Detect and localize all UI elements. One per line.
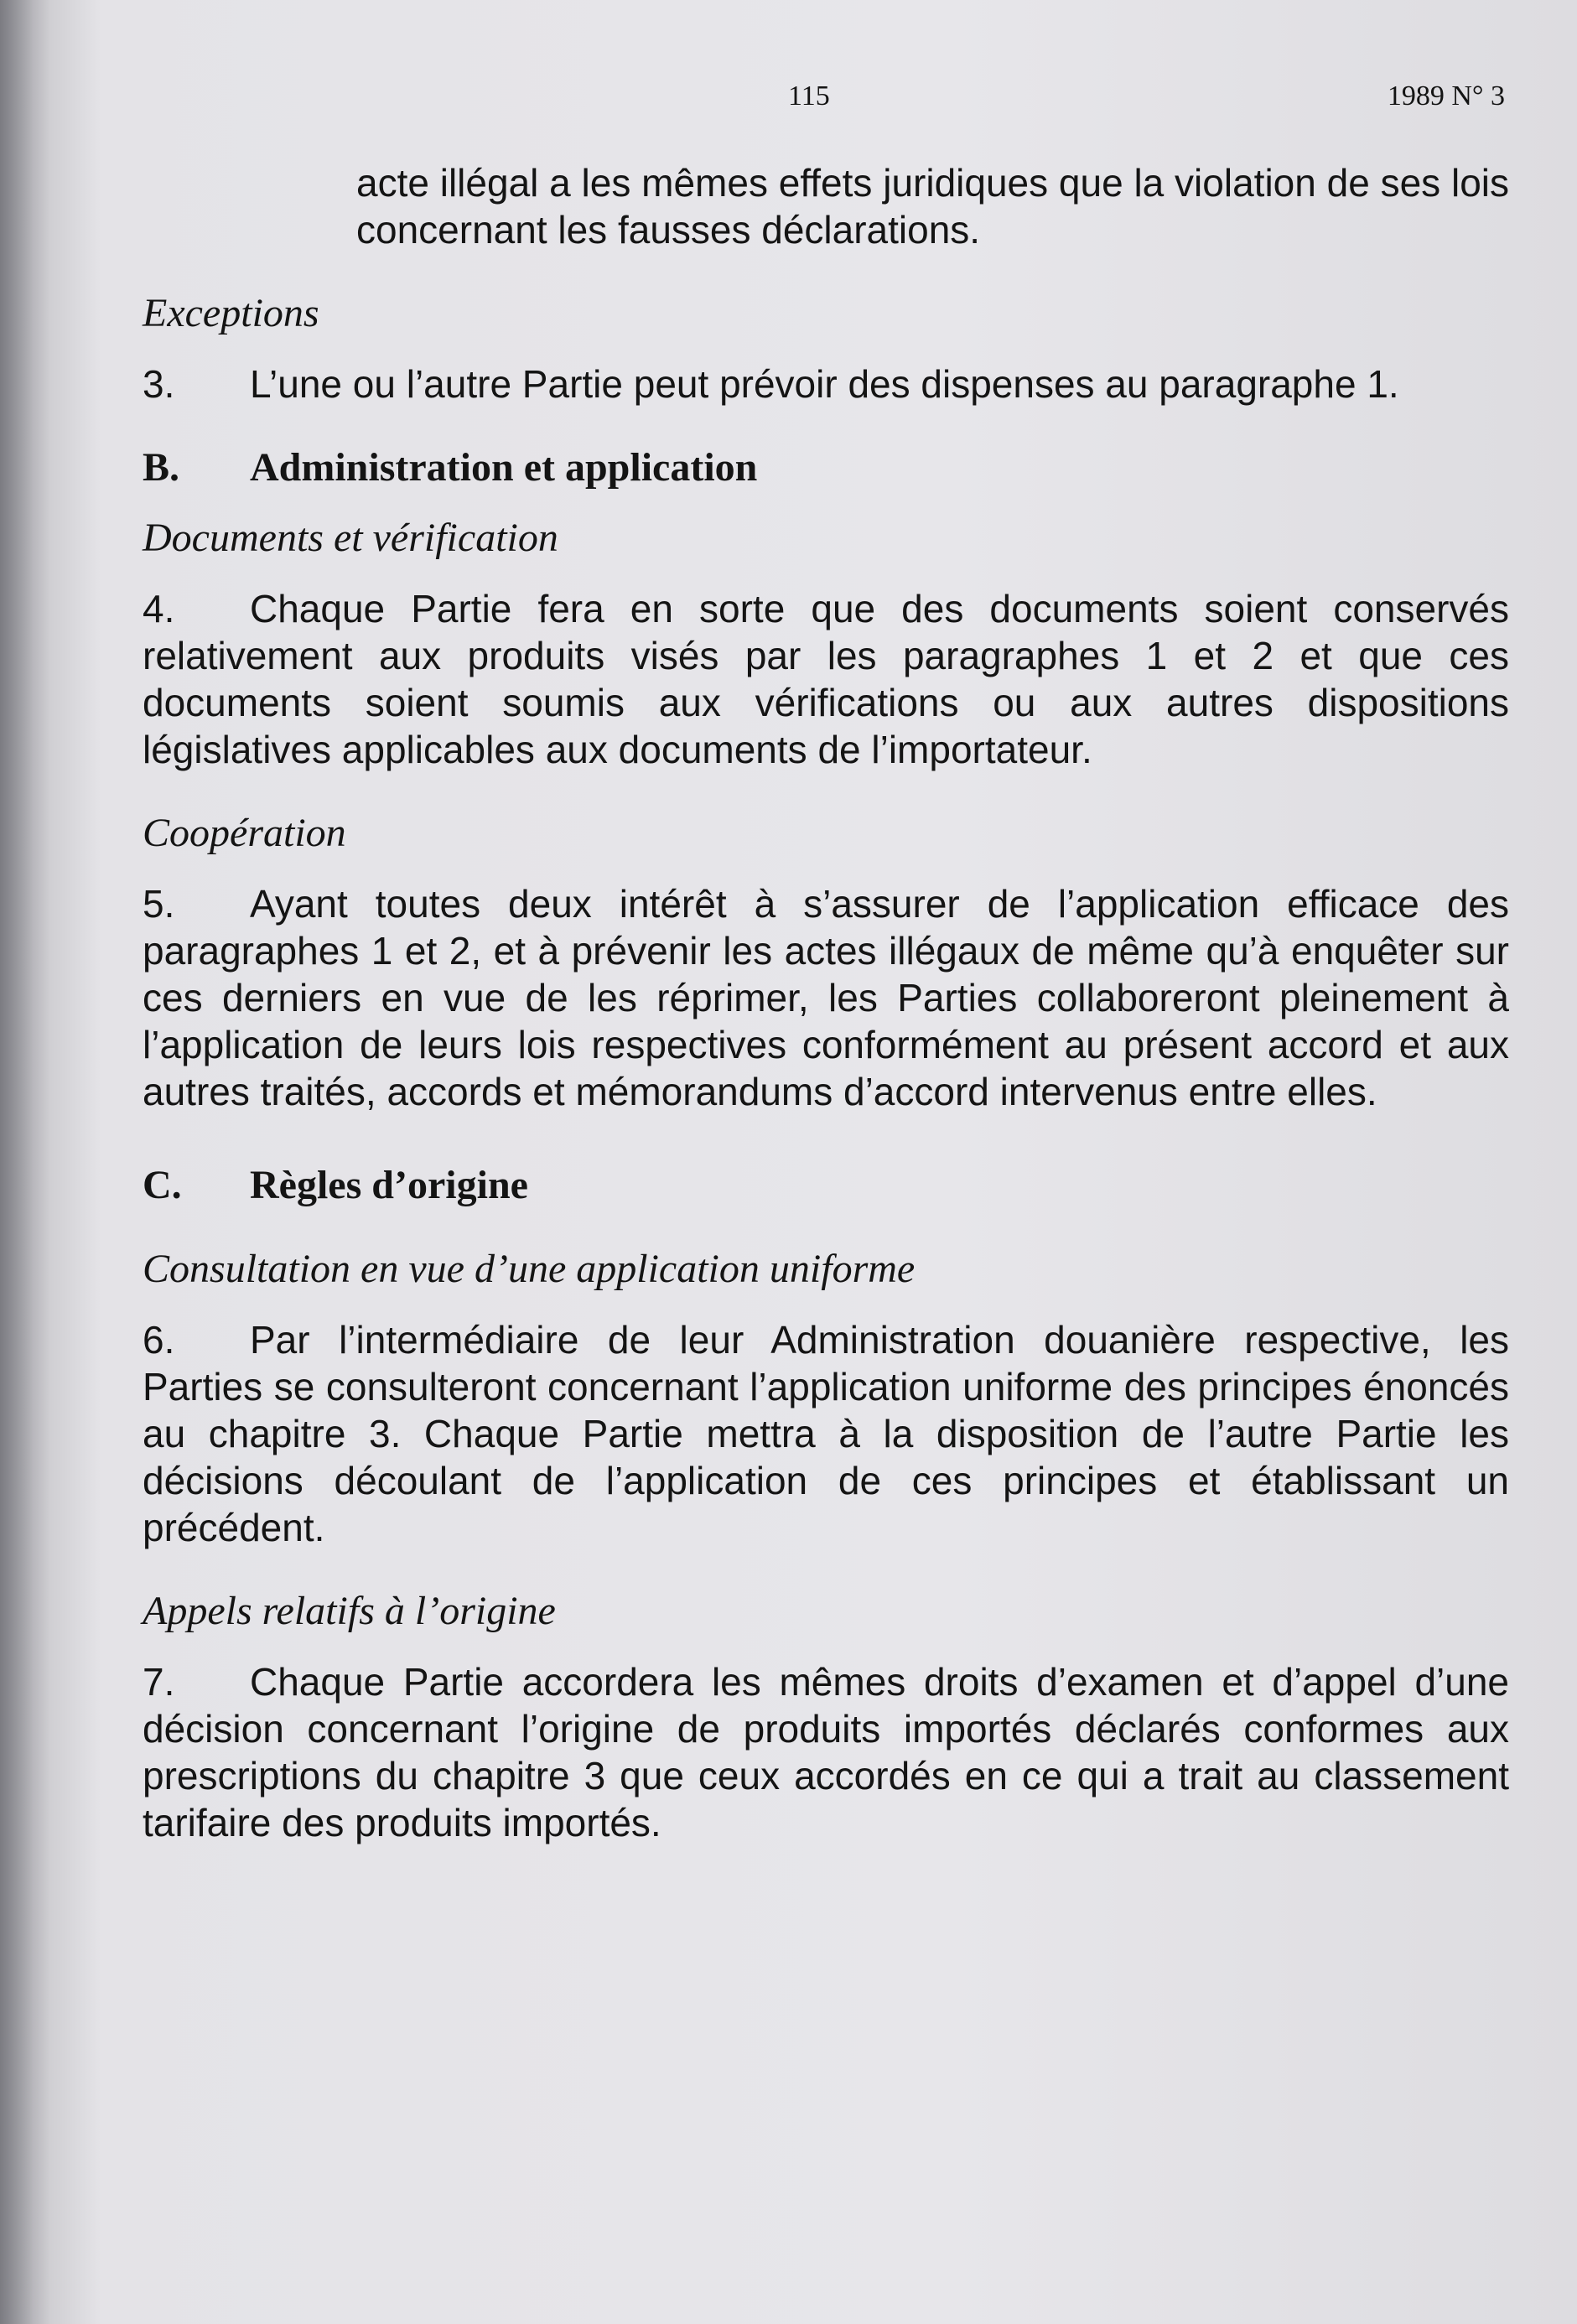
paragraph-number: 4. [143,587,175,630]
page-body [143,159,1509,1846]
paragraph-4 [143,585,1509,773]
subheading-appels: Appels relatifs à l’origine [143,1589,556,1633]
paragraph-text: Chaque Partie fera en sorte que des documents soient conservés relativement aux produits visés par les paragraphes 1 et 2 et que ces documents soient soumis aux vérifications ou aux autres dispositions législatives applicables aux documents de l’importateur. [143,587,1509,771]
paragraph-number: 3. [143,362,175,406]
paragraph-text: Par l’intermédiaire de leur Administration douanière respective, les Parties se consulteront concernant l’application uniforme des principes énoncés au chapitre 3. Chaque Partie mettra à la disposition de l’autre Partie les décisions découlant de l’application de ces principes et établissant un précédent. [143,1318,1509,1549]
section-title: Règles d’origine [250,1163,528,1207]
section-heading-c [143,1162,1509,1209]
running-head: 1989 N° 3 [1387,80,1505,112]
section-letter: C. [143,1163,182,1207]
section-letter: B. [143,445,180,490]
paragraph-number: 5. [143,882,175,926]
paragraph-text: Ayant toutes deux intérêt à s’assurer de l’application efficace des paragraphes 1 et 2, et à prévenir les actes illégaux de même qu’à enquêter sur ces derniers en vue de les réprimer, les Parties collaboreront pleinement à l’application de leurs lois respectives conformément au présent accord et aux autres traités, accords et mémorandums d’accord intervenus entre elles. [143,882,1509,1113]
section-heading-b [143,444,1509,491]
page-number: 115 [788,80,830,112]
subheading-documents: Documents et vérification [143,516,558,560]
paragraph-7 [143,1658,1509,1846]
binding-shadow [0,0,50,2324]
page-header [0,80,1577,122]
paragraph-text: L’une ou l’autre Partie peut prévoir des dispenses au paragraphe 1. [250,362,1399,406]
paragraph-number: 6. [143,1318,175,1362]
subheading-cooperation: Coopération [143,811,346,855]
paragraph-text: Chaque Partie accordera les mêmes droits d’examen et d’appel d’une décision concernant l’origine de produits importés déclarés conformes aux prescriptions du chapitre 3 que ceux accordés en ce qui a trait au classement tarifaire des produits importés. [143,1660,1509,1844]
paragraph-3 [143,361,1509,407]
paragraph-6 [143,1316,1509,1551]
paragraph-number: 7. [143,1660,175,1704]
section-title: Administration et application [250,445,758,490]
subheading-consultation: Consultation en vue d’une application uniforme [143,1247,916,1291]
paragraph-5 [143,880,1509,1115]
subheading-exceptions: Exceptions [143,291,319,335]
continuation-paragraph: acte illégal a les mêmes effets juridiques que la violation de ses lois concernant les fausses déclarations. [356,161,1509,252]
